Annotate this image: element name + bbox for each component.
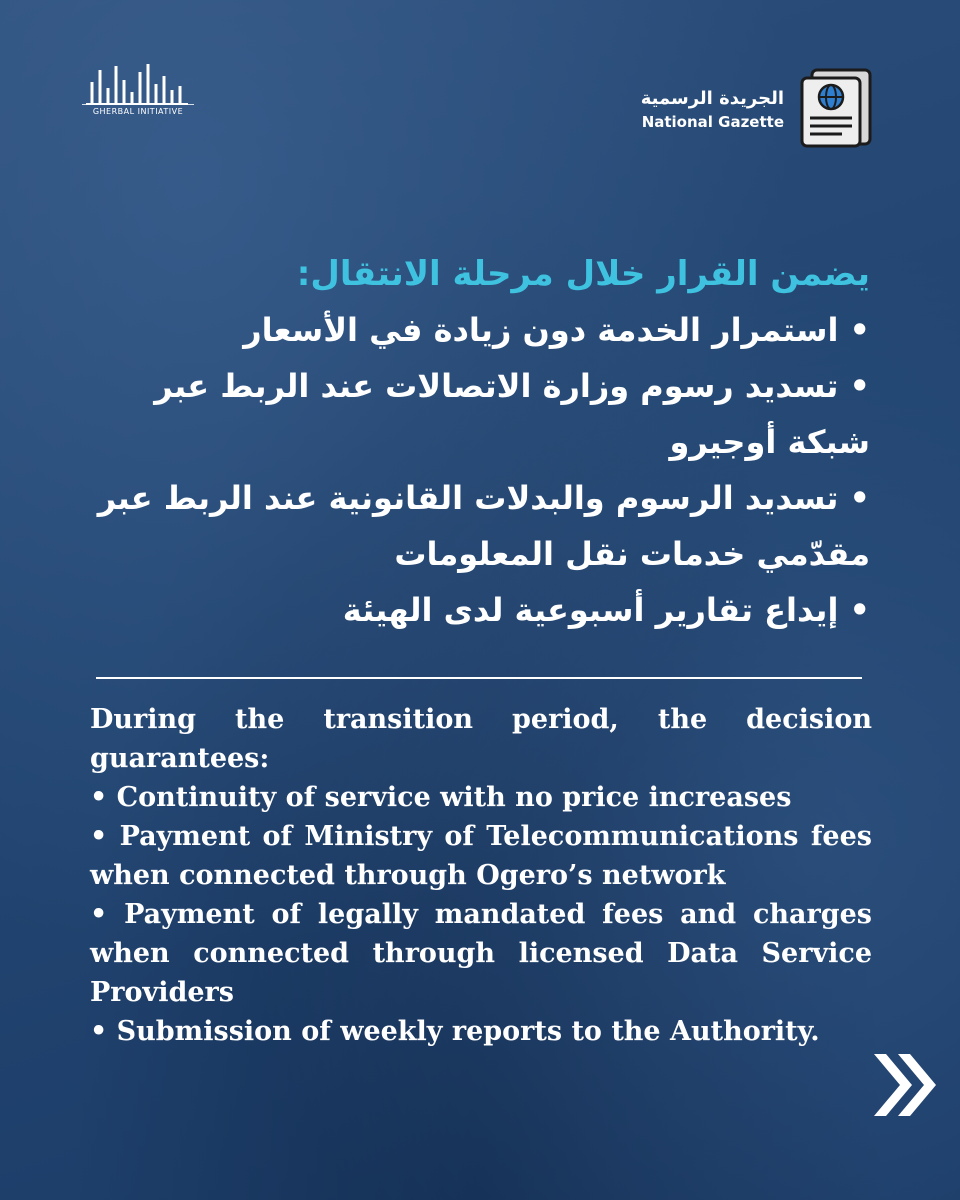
arabic-item: • استمرار الخدمة دون زيادة في الأسعار	[243, 311, 870, 349]
english-intro: During the transition period, the decision guarantees:	[90, 704, 872, 774]
gazette-title-en: National Gazette	[641, 112, 784, 131]
gazette-text	[641, 88, 784, 131]
english-item: • Continuity of service with no price increases	[90, 782, 792, 813]
gazette-title-ar: الجريدة الرسمية	[640, 87, 784, 109]
arabic-section	[90, 246, 870, 638]
arabic-title: يضمن القرار خلال مرحلة الانتقال:	[296, 254, 870, 294]
newspaper-globe-icon	[798, 64, 884, 154]
english-item: • Payment of Ministry of Telecommunications fees when connected through Ogero’s network	[90, 821, 872, 891]
arabic-item: • تسديد رسوم وزارة الاتصالات عند الربط عبر شبكة أوجيرو	[154, 367, 870, 461]
arabic-item: • تسديد الرسوم والبدلات القانونية عند الربط عبر مقدّمي خدمات نقل المعلومات	[97, 479, 870, 573]
gazette-brand	[641, 64, 884, 154]
logo-caption: GHERBAL INITIATIVE	[82, 104, 194, 116]
double-chevron-right-icon[interactable]	[868, 1048, 942, 1122]
english-section	[90, 700, 872, 1051]
english-item: • Submission of weekly reports to the Authority.	[90, 1016, 820, 1047]
english-item: • Payment of legally mandated fees and charges when connected through licensed Data Service Providers	[90, 899, 872, 1008]
section-divider	[96, 677, 862, 679]
arabic-item: • إيداع تقارير أسبوعية لدى الهيئة	[342, 591, 870, 629]
